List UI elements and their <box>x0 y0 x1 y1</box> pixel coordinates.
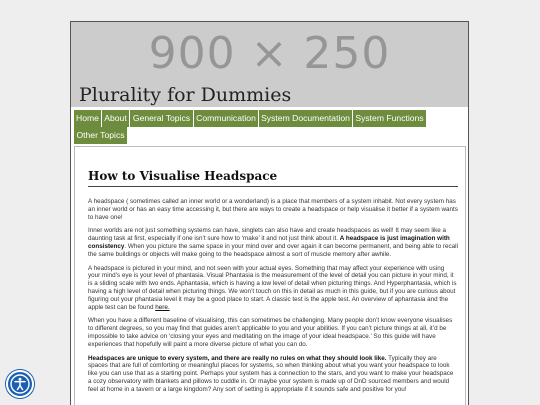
header-banner <box>71 22 468 107</box>
banner-placeholder-text: 900 × 250 <box>148 28 391 79</box>
paragraph-intro: A headspace ( sometimes called an inner world or a wonderland) is a place that members of a system inhabit. Not every system has an inner world or has an easy time accessing it, but there are ways to create a headspace or help visualise it better if a system wants to have one! <box>88 198 458 221</box>
site-title[interactable]: Plurality for Dummies <box>79 84 292 106</box>
nav-general-topics[interactable]: General Topics <box>130 110 193 127</box>
nav-home[interactable]: Home <box>74 110 101 127</box>
paragraph-inner-worlds <box>88 227 458 258</box>
nav-system-documentation[interactable]: System Documentation <box>259 110 352 127</box>
paragraph-unique <box>88 355 458 394</box>
aphantasia-link[interactable]: here. <box>155 303 170 311</box>
text-span: A headspace is pictured in your mind, and not seen with your actual eyes. Something that may affect your experience with using your mind’s eye is your level of phantasia. Visual Phantasia is the measurement of the level of detail you can picture in your mind, it is a sliding scale with two ends. Aphantasia, which is having a low level of detail when picturing things. And Hyperphantasia, which is having a high level of detail when picturing things. We won’t touch on this in detail as much in this guide, but if you are curious about figuring out your phantasia level it may be a good place to start. A classic test is the apple test. An overview of aphantasia and the apple test can be found <box>88 264 457 311</box>
nav-communication[interactable]: Communication <box>194 110 258 127</box>
paragraph-phantasia <box>88 265 458 312</box>
text-span: Inner worlds are not just something systems can have, singlets can also have and create headspaces as well! It may seem like a daunting task at first, especially if one isn’t sure how to ‘make’ it and not just think about it. <box>88 227 447 243</box>
accessibility-button[interactable] <box>6 370 34 398</box>
text-span: Typically they are spaces that are full of comforting or meaningful places for systems, so when thinking about what you want your headspace to look like you can use that as a starting point. Perhaps your system has a connection to the stars, and you want to make your headspace a cozy observatory with blankets and pillows to cuddle in. Or maybe your system is made up of DnD sourced members and would feel at home in a tavern or a large kingdom? Any sort of setting is appropriate if it sounds safe and positive for you! <box>88 354 454 393</box>
nav-other-topics[interactable]: Other Topics <box>74 127 127 144</box>
bold-text: A headspace is just imagination with consistency <box>88 235 450 250</box>
bold-text: Headspaces are unique to every system, and there are really no rules on what they should look like. <box>88 354 387 362</box>
main-navigation <box>71 108 468 144</box>
page-frame <box>70 21 469 405</box>
paragraph-baseline: When you have a different baseline of visualising, this can sometimes be challenging. Many people don’t know everyone visualises to different degrees, so you may find that guides aren’t applicable to you and your abilities. If you can’t picture things at all, it’d be impossible to take advice on ‘closing your eyes and meditating on the image of your ideal headspace.’ So this guide will have experiences that hopefully will paint a more diverse picture of what you can do. <box>88 317 453 348</box>
nav-system-functions[interactable]: System Functions <box>353 110 426 127</box>
text-span: . When you picture the same space in your mind over and over again it can become permanent, and being able to recall the same buildings or objects will make going to the headspace almost a sort of muscle memory after awhile. <box>88 242 458 258</box>
article-title: How to Visualise Headspace <box>88 169 458 187</box>
nav-about[interactable]: About <box>102 110 129 127</box>
accessibility-icon <box>8 372 32 396</box>
article <box>88 169 458 400</box>
content-area <box>74 146 466 405</box>
